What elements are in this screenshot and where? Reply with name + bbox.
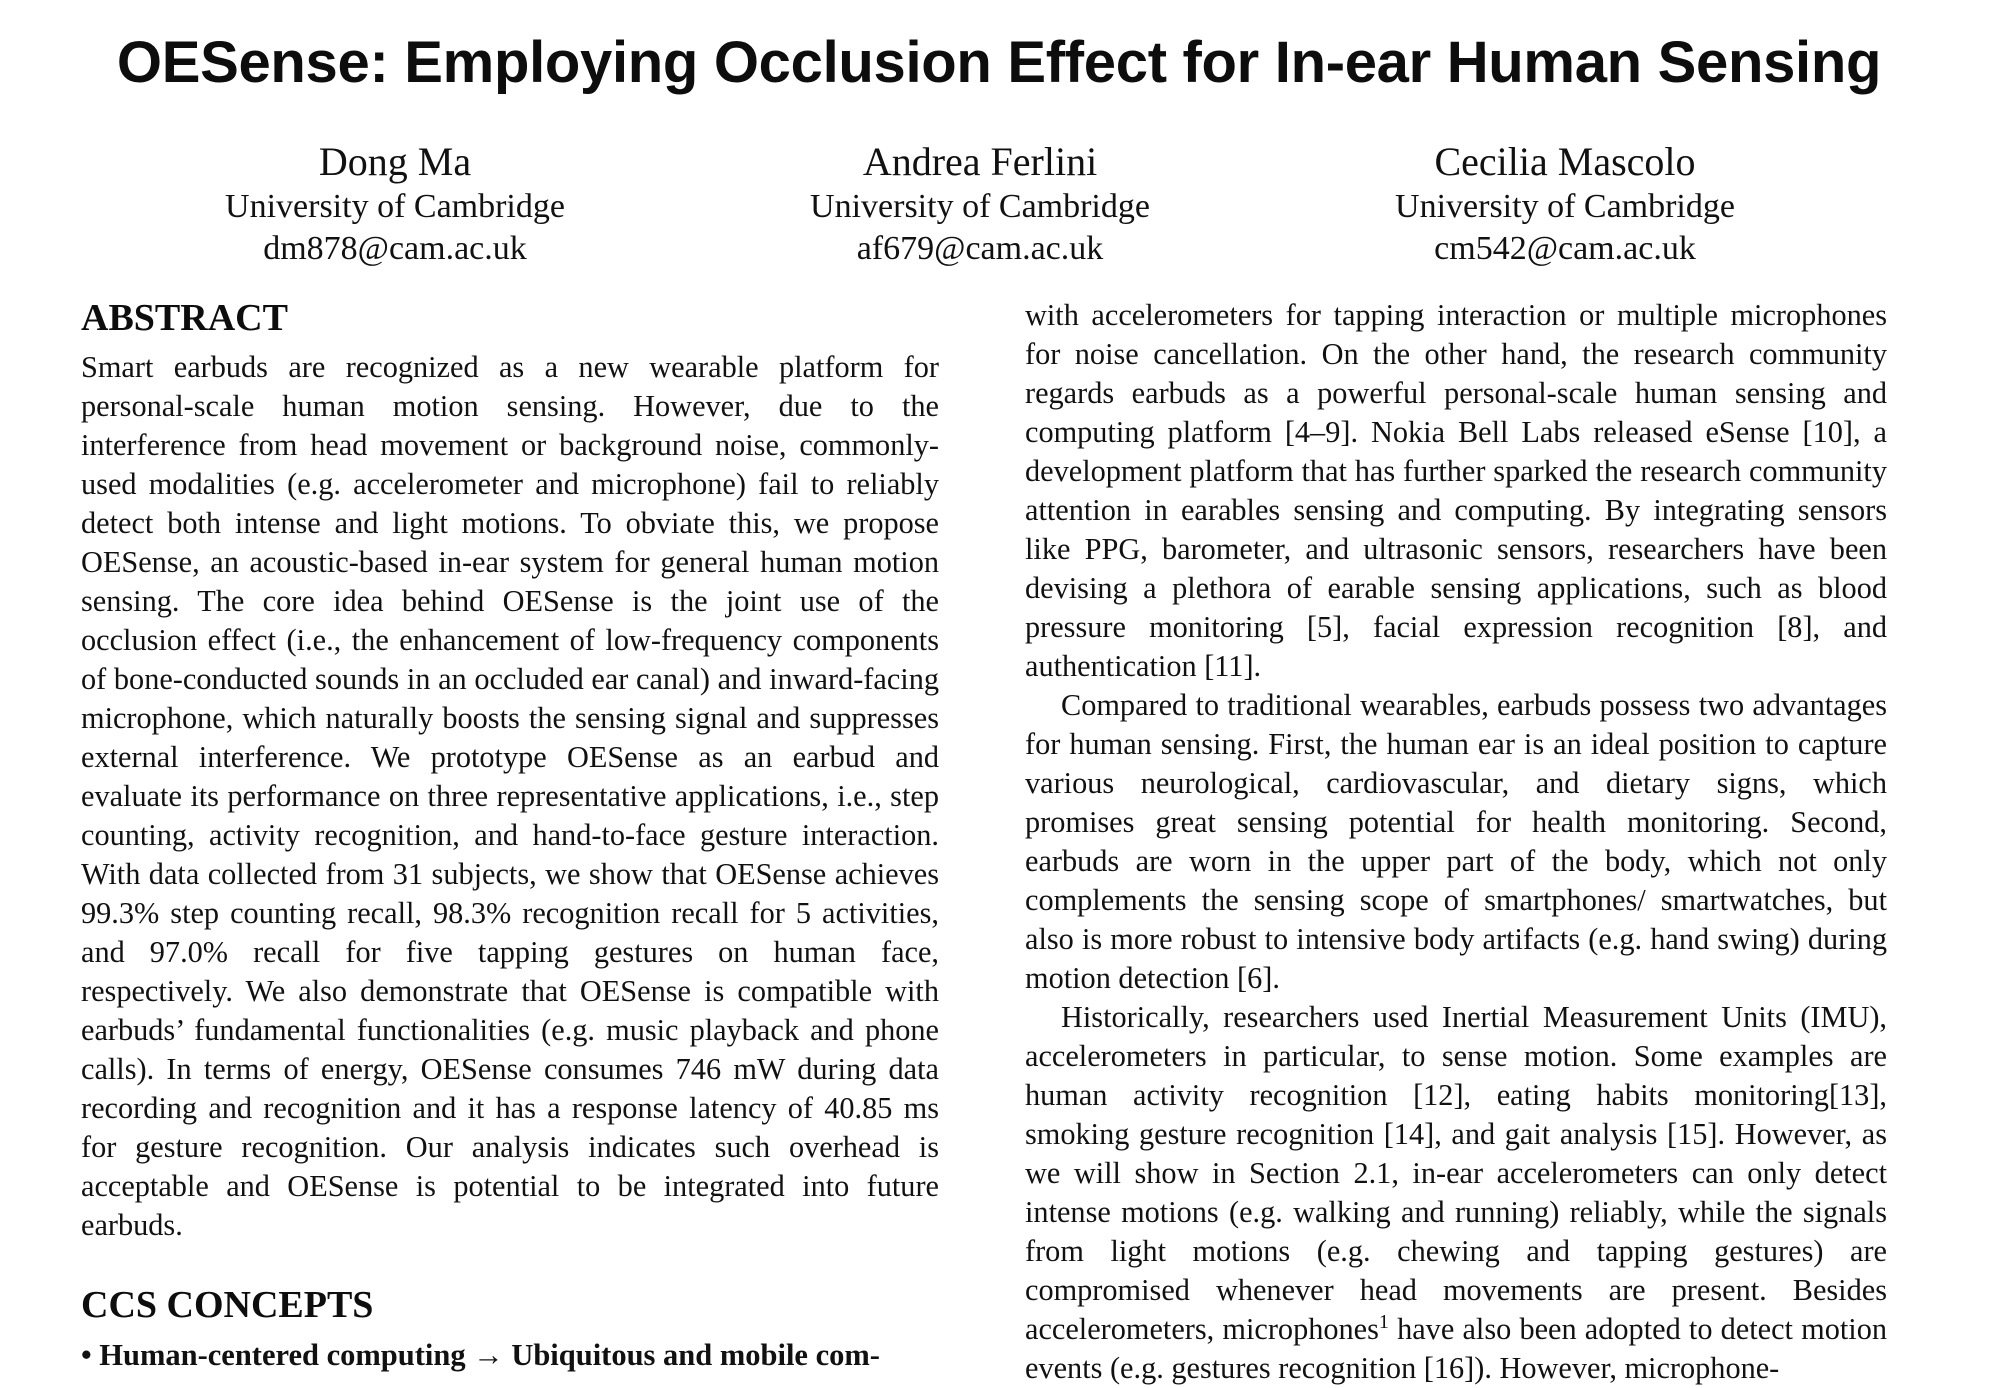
author-name: Andrea Ferlini (862, 139, 1098, 184)
body-paragraph-3 (1025, 998, 1887, 1388)
author-email: cm542@cam.ac.uk (1434, 230, 1696, 267)
body-paragraph-1: with accelerometers for tapping interaction or multiple microphones for noise cancellation. On the other hand, the research community regards earbuds as a powerful personal-scale human sensing and computing platform [4–9]. Nokia Bell Labs released eSense [10], a development platform that has further sparked the research community attention in earables sensing and computing. By integrating sensors like PPG, barometer, and ultrasonic sensors, researchers have been devising a plethora of earable sensing applications, such as blood pressure monitoring [5], facial expression recognition [8], and authentication [11]. (1025, 298, 1887, 683)
body-paragraph-3-continuation: have also been adopted to detect motion events (e.g. gestures recognition [16]). However, microphone- (1025, 1312, 1887, 1385)
ccs-concept-item: • Human-centered computing → Ubiquitous and mobile com- (81, 1338, 880, 1372)
body-paragraph-2: Compared to traditional wearables, earbuds possess two advantages for human sensing. First, the human ear is an ideal position to capture various neurological, cardiovascular, and dietary signs, which promises great sensing potential for health monitoring. Second, earbuds are worn in the upper part of the body, which not only complements the sensing scope of smartphones/ smartwatches, but also is more robust to intensive body artifacts (e.g. hand swing) during motion detection [6]. (1025, 688, 1887, 995)
paper-title: OESense: Employing Occlusion Effect for In-ear Human Sensing (116, 30, 1882, 95)
author-affiliation: University of Cambridge (1395, 188, 1735, 225)
footnote-marker[interactable]: 1 (1378, 1310, 1389, 1333)
author-email: dm878@cam.ac.uk (263, 230, 527, 267)
ccs-heading: CCS CONCEPTS (81, 1284, 374, 1326)
author-affiliation: University of Cambridge (810, 188, 1150, 225)
author-name: Cecilia Mascolo (1434, 139, 1696, 184)
author-name: Dong Ma (318, 139, 472, 184)
author-2 (700, 138, 1260, 270)
abstract-heading: ABSTRACT (81, 297, 288, 339)
author-email: af679@cam.ac.uk (856, 230, 1104, 267)
author-3 (1285, 138, 1845, 270)
author-1 (115, 138, 675, 270)
abstract-text: Smart earbuds are recognized as a new wearable platform for personal-scale human motion sensing. However, due to the interference from head movement or background noise, commonly-used modalities (e.g. accelerometer and microphone) fail to reliably detect both intense and light motions. To obviate this, we propose OESense, an acoustic-based in-ear system for general human motion sensing. The core idea behind OESense is the joint use of the occlusion effect (i.e., the enhancement of low-frequency components of bone-conducted sounds in an occluded ear canal) and inward-facing microphone, which naturally boosts the sensing signal and suppresses external interference. We prototype OESense as an earbud and evaluate its performance on three representative applications, i.e., step counting, activity recognition, and hand-to-face gesture interaction. With data collected from 31 subjects, we show that OESense achieves 99.3% step counting recall, 98.3% recognition recall for 5 activities, and 97.0% recall for five tapping gestures on human face, respectively. We also demonstrate that OESense is compatible with earbuds’ fundamental functionalities (e.g. music playback and phone calls). In terms of energy, OESense consumes 746 mW during data recording and recognition and it has a response latency of 40.85 ms for gesture recognition. Our analysis indicates such overhead is acceptable and OESense is potential to be integrated into future earbuds. (81, 350, 939, 1242)
author-affiliation: University of Cambridge (225, 188, 565, 225)
body-paragraph-3-text: Historically, researchers used Inertial Measurement Units (IMU), accelerometers in particular, to sense motion. Some examples are human activity recognition [12], eating habits monitoring[13], smoking gesture recognition [14], and gait analysis [15]. However, as we will show in Section 2.1, in-ear accelerometers can only detect intense motions (e.g. walking and running) reliably, while the signals from light motions (e.g. chewing and tapping gestures) are compromised whenever head movements are present. Besides accelerometers, microphones (1025, 1000, 1887, 1346)
right-column (1025, 296, 1887, 1388)
left-column (81, 296, 939, 1375)
